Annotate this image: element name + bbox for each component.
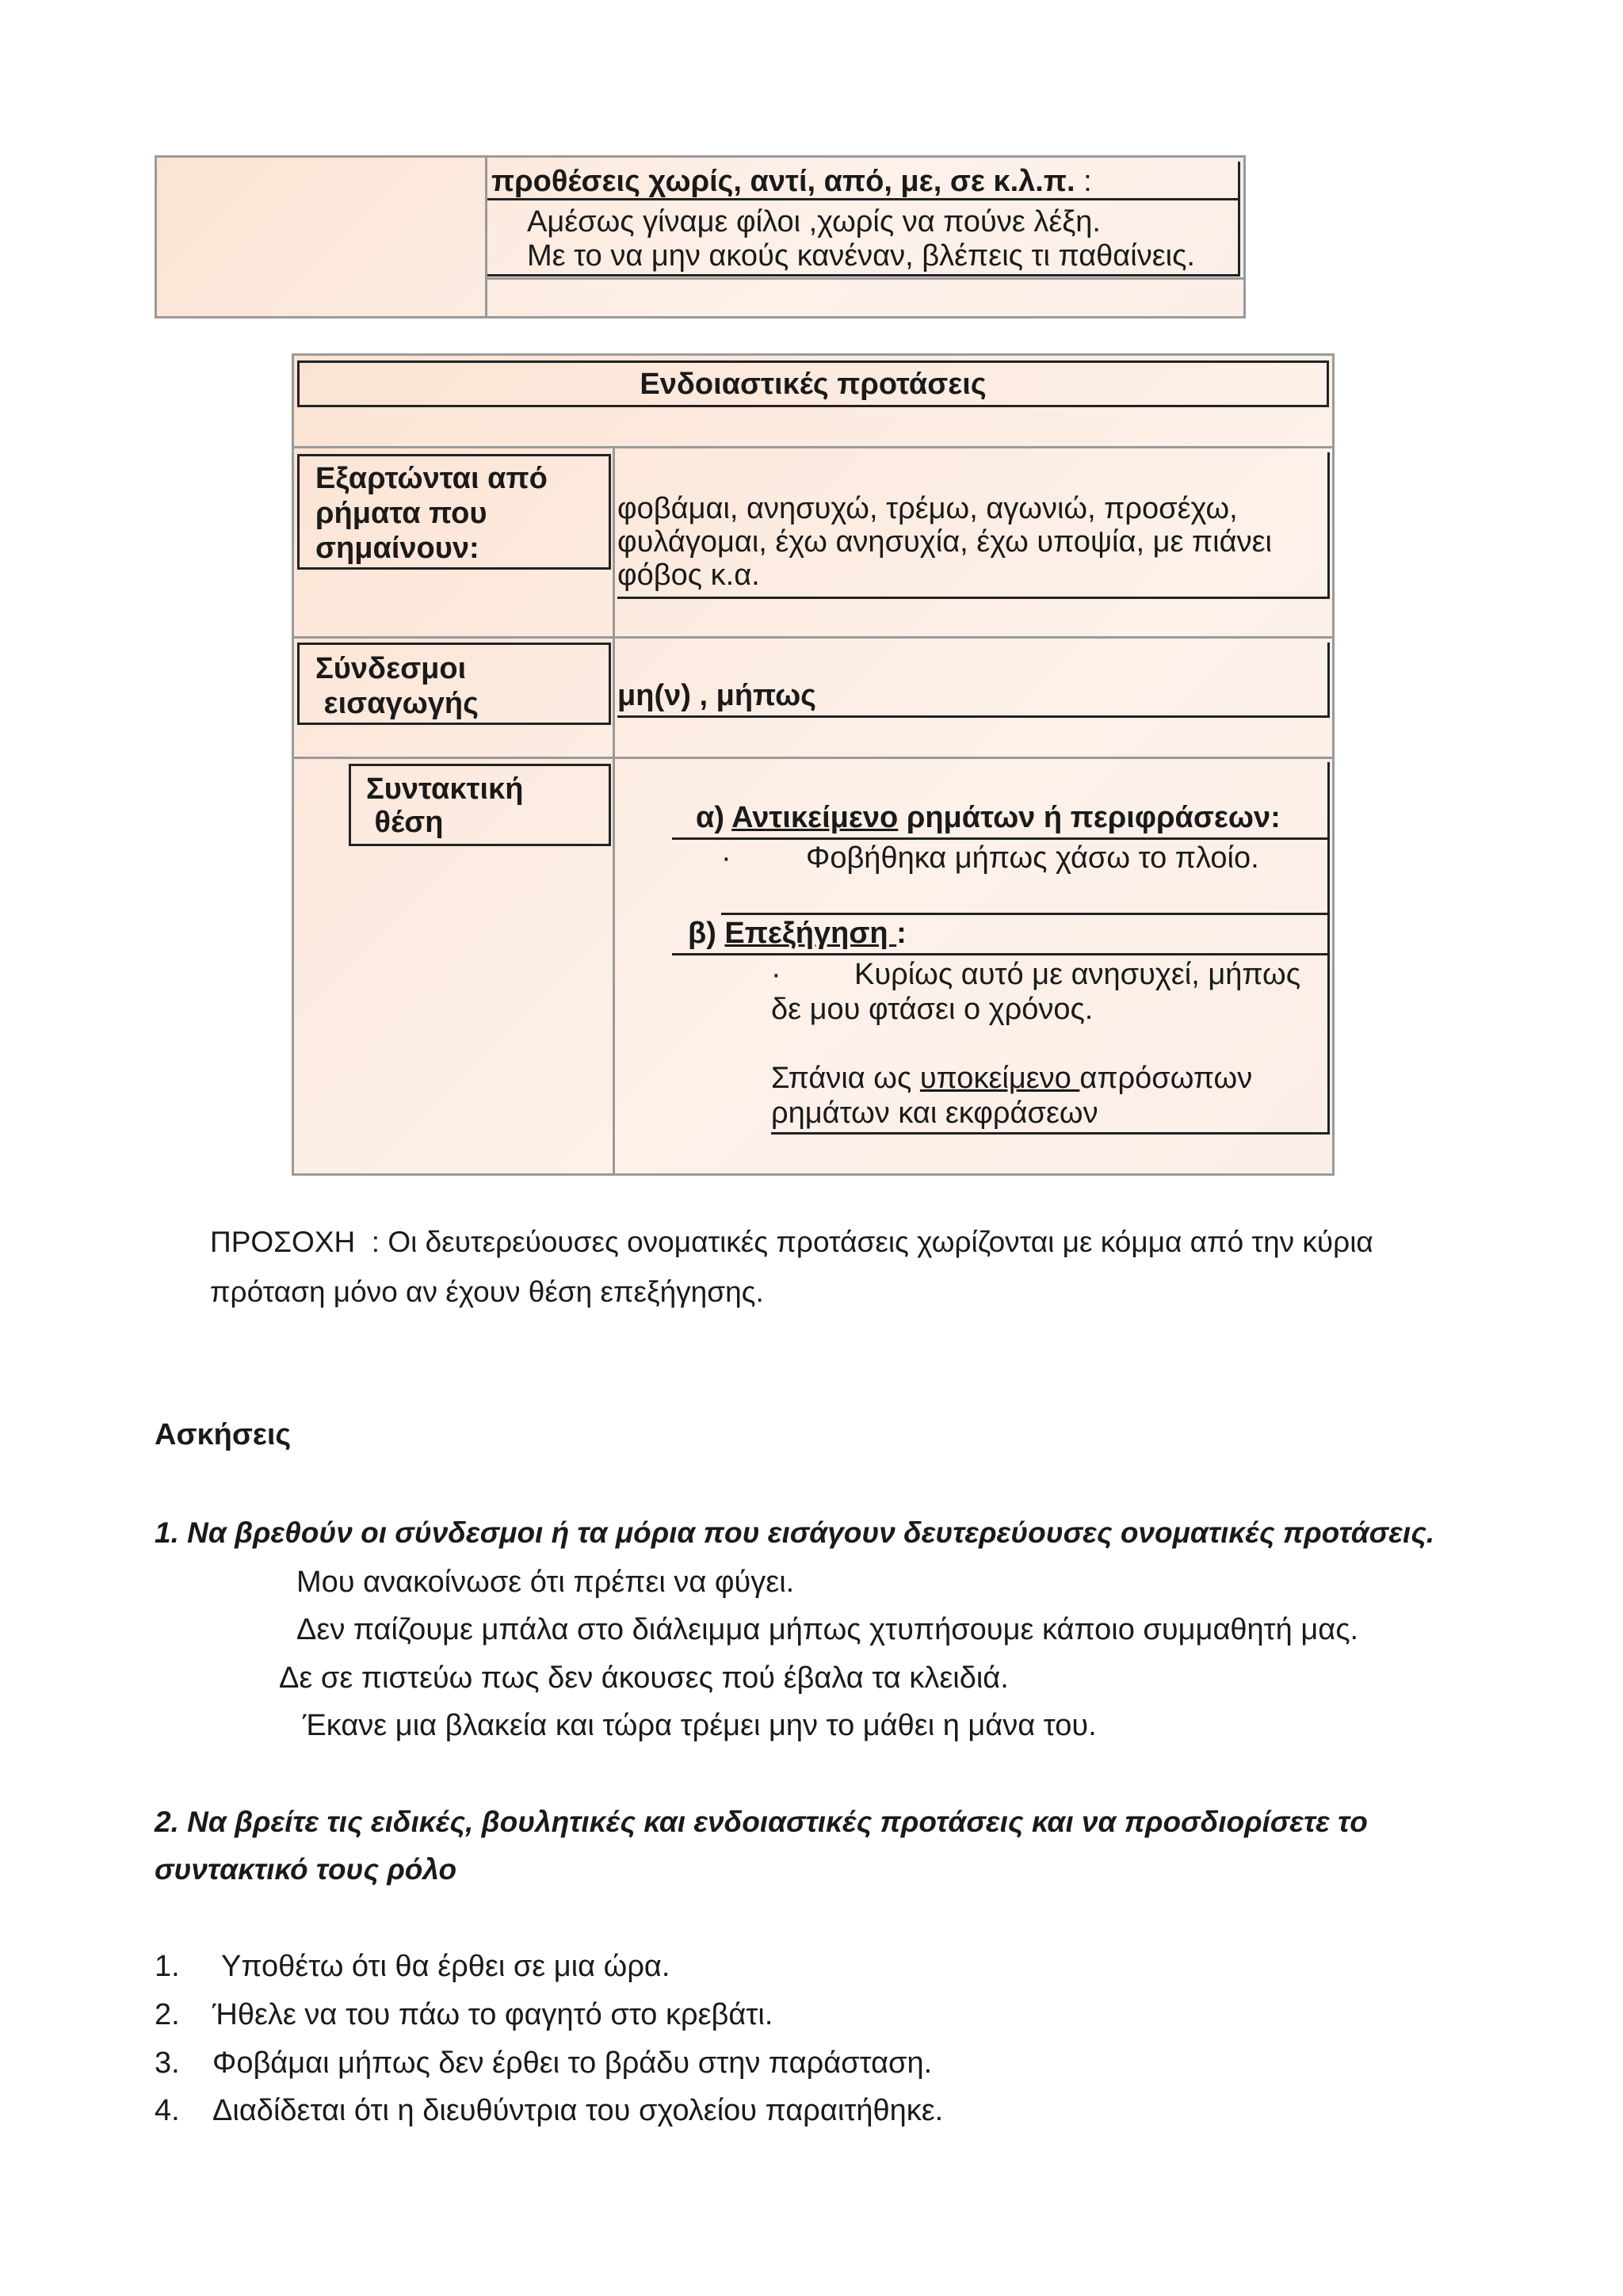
exercise-2-item-4-num: 4. <box>155 2094 180 2127</box>
exercise-2-item-2-text: Ήθελε να του πάω το φαγητό στο κρεβάτι. <box>212 1998 773 2031</box>
row1-value-line-3: φόβος κ.α. <box>617 559 760 592</box>
exercise-2-item-2-num: 2. <box>155 1998 180 2031</box>
row2-label-line-2: εισαγωγής <box>315 687 479 720</box>
row2-label-line-1: Σύνδεσμοι <box>315 652 467 685</box>
row3-a-example: Φοβήθηκα μήπως χάσω το πλοίο. <box>806 841 1259 875</box>
row3-b-bullet: · <box>771 958 781 991</box>
top-table-divider <box>485 155 487 318</box>
row1-value-line-2: φυλάγομαι, έχω ανησυχία, έχω υποψία, με πιάνει <box>617 525 1272 559</box>
top-example-2: Με το να μην ακούς κανέναν, βλέπεις τι παθαίνεις. <box>527 239 1195 273</box>
row3-a-heading: α) Αντικείμενο ρημάτων ή περιφράσεων: <box>696 801 1281 834</box>
row3-b-example-1: Κυρίως αυτό με ανησυχεί, μήπως <box>854 958 1301 991</box>
note-line-2: πρόταση μόνο αν έχουν θέση επεξήγησης. <box>210 1276 764 1308</box>
row1-label-line-1: Εξαρτώνται από <box>315 462 548 495</box>
prepositions-heading: προθέσεις χωρίς, αντί, από, με, σε κ.λ.π. <box>491 165 1075 198</box>
exercise-2-title-line-2: συντακτικό τους ρόλο <box>155 1853 457 1886</box>
exercise-2-item-1-num: 1. <box>155 1950 180 1983</box>
row3-b-example-2: δε μου φτάσει ο χρόνος. <box>771 993 1094 1026</box>
c-underlined-term: υποκείμενο <box>919 1062 1080 1095</box>
exercise-2-item-3-text: Φοβάμαι μήπως δεν έρθει το βράδυ στην παράσταση. <box>212 2046 933 2080</box>
exercise-2-item-4-text: Διαδίδεται ότι η διευθύντρια του σχολείου παραιτήθηκε. <box>212 2094 944 2127</box>
row3-b-heading: β) Επεξήγηση : <box>688 917 907 950</box>
top-example-1: Αμέσως γίναμε φίλοι ,χωρίς να πούνε λέξη. <box>527 205 1101 238</box>
exercise-1-sentence-1: Μου ανακοίνωσε ότι πρέπει να φύγει. <box>296 1566 795 1599</box>
a-underlined-term: Αντικείμενο <box>731 801 899 834</box>
main-table-title: Ενδοιαστικές προτάσεις <box>640 368 987 401</box>
exercise-1-title: 1. Να βρεθούν οι σύνδεσμοι ή τα μόρια που εισάγουν δευτερεύουσες ονοματικές προτάσεις. <box>155 1516 1435 1549</box>
exercise-2-item-1-text: Υποθέτω ότι θα έρθει σε μια ώρα. <box>221 1950 670 1983</box>
exercise-1-sentence-3: Δε σε πιστεύω πως δεν άκουσες πού έβαλα τα κλειδιά. <box>279 1661 1009 1695</box>
heading-colon: : <box>1075 165 1092 198</box>
top-table-bottom-rule <box>485 277 1246 280</box>
row1-value-line-1: φοβάμαι, ανησυχώ, τρέμω, αγωνιώ, προσέχω, <box>617 492 1238 525</box>
row3-label-line-1: Συντακτική <box>366 772 524 806</box>
row1-label-line-3: σημαίνουν: <box>315 532 479 565</box>
exercise-1-sentence-4: Έκανε μια βλακεία και τώρα τρέμει μην το μάθει η μάνα του. <box>303 1709 1097 1742</box>
row3-c-line-2: ρημάτων και εκφράσεων <box>771 1097 1098 1130</box>
row1-label-line-2: ρήματα που <box>315 497 487 530</box>
exercises-heading: Ασκήσεις <box>155 1418 292 1451</box>
row2-value: μη(ν) , μήπως <box>617 679 816 712</box>
exercise-2-item-3-num: 3. <box>155 2046 180 2080</box>
note-line-1: ΠΡΟΣΟΧΗ : Οι δευτερεύουσες ονοματικές προτάσεις χωρίζονται με κόμμα από την κύρια <box>210 1226 1373 1258</box>
row3-c-line-1: Σπάνια ως υποκείμενο απρόσωπων <box>771 1062 1253 1095</box>
top-table-heading <box>491 164 1092 199</box>
row3-a-bullet: · <box>721 841 731 875</box>
exercise-2-title-line-1: 2. Να βρείτε τις ειδικές, βουλητικές και ενδοιαστικές προτάσεις και να προσδιορίσετε το <box>155 1806 1368 1838</box>
row3-label-line-2: θέση <box>366 806 444 839</box>
exercise-1-sentence-2: Δεν παίζουμε μπάλα στο διάλειμμα μήπως χτυπήσουμε κάποιο συμμαθητή μας. <box>296 1613 1359 1646</box>
b-underlined-term: Επεξήγηση <box>724 917 897 950</box>
